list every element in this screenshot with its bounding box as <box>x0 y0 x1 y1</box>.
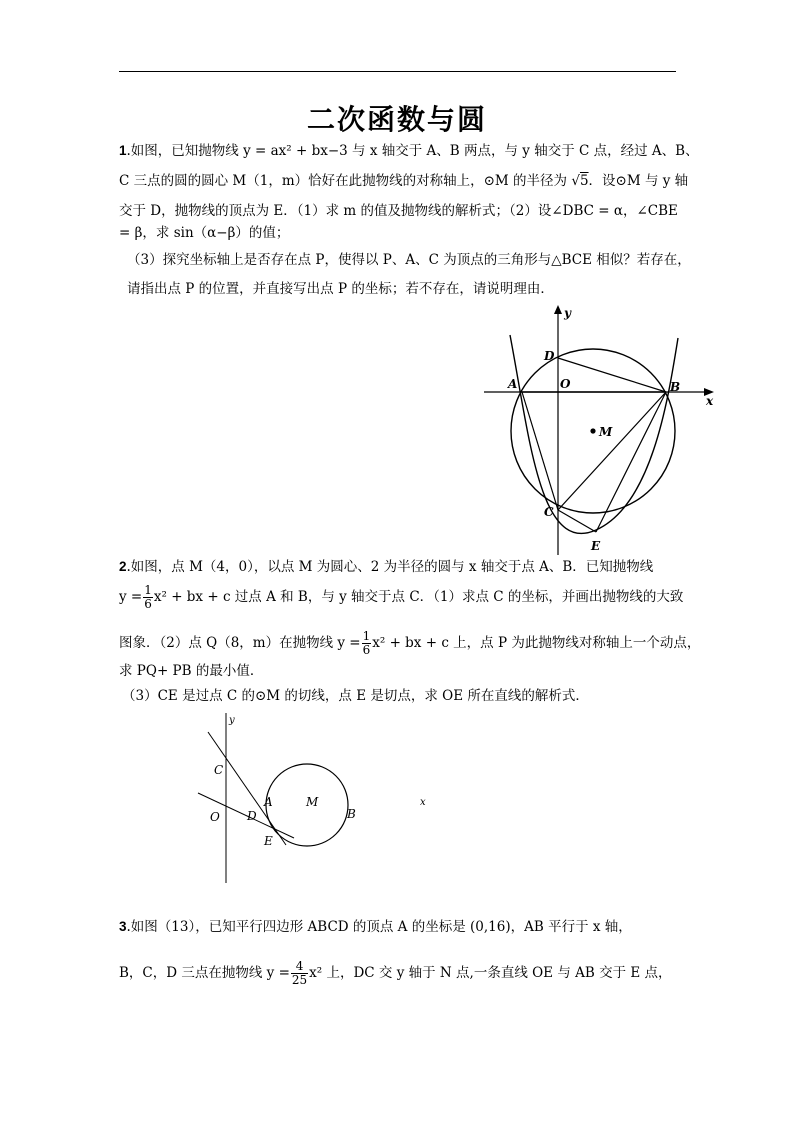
problem-3-line-2 <box>119 960 672 987</box>
label-b: B <box>347 807 356 821</box>
label-o: O <box>560 377 571 391</box>
sqrt-value: 5 <box>579 173 589 189</box>
problem-2-text: x² + bx + c 上，点 P 为此抛物线对称轴上一个动点， <box>372 635 701 651</box>
label-e: E <box>591 539 601 553</box>
problem-2-line-2 <box>119 584 683 611</box>
fraction-denominator: 25 <box>291 973 308 987</box>
segment-cb <box>558 392 666 510</box>
y-axis-arrow <box>554 305 562 314</box>
problem-2-text: x² + bx + c 过点 A 和 B，与 y 轴交于点 C．（1）求点 C 的坐标，并画出抛物线的大致 <box>153 589 684 605</box>
problem-1-line-6: 请指出点 P 的位置，并直接写出点 P 的坐标；若不存在，请说明理由． <box>127 281 554 297</box>
segment-eb <box>596 392 666 532</box>
problem-3-text: .如图（13），已知平行四边形 ABCD 的顶点 A 的坐标是 (0,16)，AB 平行于 x 轴， <box>126 919 632 935</box>
label-y: y <box>229 715 235 726</box>
fraction-numerator: 4 <box>291 960 308 974</box>
problem-2-text: 图象．（2）点 Q（8，m）在抛物线 y = <box>119 635 361 651</box>
label-o: O <box>210 810 220 824</box>
label-m: M <box>306 795 319 809</box>
label-e: E <box>264 834 273 848</box>
label-b: B <box>670 380 681 394</box>
figure-2 <box>190 705 440 890</box>
problem-2-text: y = <box>119 589 143 605</box>
label-c: C <box>544 505 554 519</box>
problem-3-number: 3 <box>119 919 127 934</box>
label-y: y <box>564 306 571 320</box>
label-c: C <box>214 763 224 777</box>
fraction-four-25ths <box>291 960 308 987</box>
problem-1-text: .如图，已知抛物线 y = ax² + bx−3 与 x 轴交于 A、B 两点，与 y 轴交于 C 点，经过 A、B、 <box>126 143 699 159</box>
label-d: D <box>247 809 257 823</box>
page-title: 二次函数与圆 <box>306 103 487 136</box>
problem-1-text: C 三点的圆的圆心 M（1，m）恰好在此抛物线的对称轴上，⊙M 的半径为 <box>119 173 572 189</box>
problem-3-text: x² 上，DC 交 y 轴于 N 点,一条直线 OE 与 AB 交于 E 点， <box>309 965 672 981</box>
problem-2-line-3 <box>119 630 700 657</box>
problem-1-line-5: （3）探究坐标轴上是否存在点 P，使得以 P、A、C 为顶点的三角形与△BCE 相似？若存在， <box>127 252 691 268</box>
problem-1-line-2 <box>119 172 688 190</box>
header-rule <box>119 71 676 72</box>
fraction-denominator: 6 <box>362 643 371 657</box>
fraction-denominator: 6 <box>144 597 152 611</box>
label-x: x <box>420 797 426 808</box>
problem-2-line-4: 求 PQ+ PB 的最小值． <box>119 663 264 679</box>
problem-3-line-1 <box>119 918 632 936</box>
problem-1-line-3: 交于 D，抛物线的顶点为 E．（1）求 m 的值及抛物线的解析式；（2）设∠DBC = α，∠CBE <box>119 203 678 219</box>
problem-1-line-4: = β，求 sin（α−β）的值； <box>119 225 290 241</box>
fraction-one-sixth <box>143 584 153 611</box>
fraction-numerator: 1 <box>362 629 371 643</box>
label-m: M <box>599 425 613 439</box>
problem-1-number: 1 <box>119 143 127 158</box>
label-x: x <box>706 394 714 408</box>
fraction-one-sixth <box>362 630 372 657</box>
fraction-numerator: 1 <box>144 583 152 597</box>
segment-ac <box>522 392 558 510</box>
problem-1-line-1 <box>119 142 699 160</box>
label-a: A <box>264 795 273 809</box>
problem-2-line-1 <box>119 558 653 576</box>
tangent-ce <box>208 732 286 845</box>
label-d: D <box>544 349 555 363</box>
label-a: A <box>508 377 518 391</box>
problem-2-text: .如图，点 M（4，0），以点 M 为圆心、2 为半径的圆与 x 轴交于点 A、B．已知抛物线 <box>126 559 654 575</box>
problem-2-line-5: （3）CE 是过点 C 的⊙M 的切线，点 E 是切点，求 OE 所在直线的解析式． <box>122 688 589 704</box>
problem-3-text: B，C，D 三点在抛物线 y = <box>119 965 290 981</box>
figure-1 <box>480 300 730 560</box>
problem-1-text: ．设⊙M 与 y 轴 <box>588 173 689 189</box>
segment-db <box>558 358 666 392</box>
point-m <box>590 428 595 433</box>
problem-2-number: 2 <box>119 559 127 574</box>
sqrt-expression: √5 <box>571 173 589 189</box>
